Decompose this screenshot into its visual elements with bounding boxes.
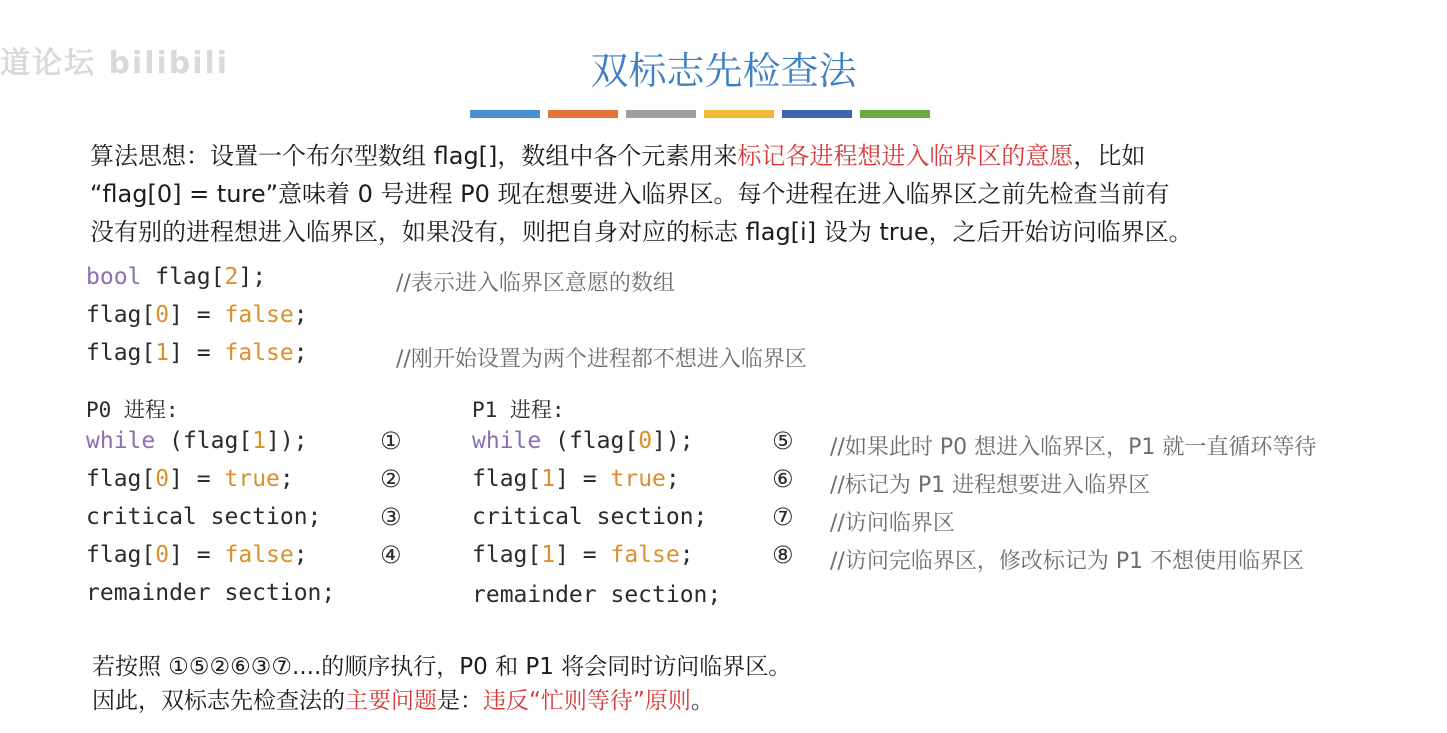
p1-while-comment: //如果此时 P0 想进入临界区，P1 就一直循环等待 — [830, 435, 1317, 460]
code-text: ; — [665, 466, 680, 492]
intro-text: 算法思想：设置一个布尔型数组 flag[]，数组中各个元素用来 — [90, 142, 738, 170]
conclusion-highlight-problem: 主要问题 — [345, 688, 437, 714]
slide-title: 双标志先检查法 — [590, 49, 857, 93]
color-bar-1 — [470, 110, 540, 118]
code-text: ]); — [652, 428, 694, 454]
decl-line-1 — [86, 264, 266, 290]
code-text: ] = — [169, 542, 225, 568]
code-literal: true — [610, 466, 666, 492]
p0-set-flag-line — [86, 466, 294, 492]
step-marker-4: ④ — [380, 541, 402, 569]
conclusion-line-1: 若按照 ①⑤②⑥③⑦....的顺序执行，P0 和 P1 将会同时访问临界区。 — [92, 654, 792, 680]
decl-comment-1: //表示进入临界区意愿的数组 — [396, 271, 675, 296]
intro-line-1 — [90, 137, 1410, 175]
code-number: 0 — [155, 466, 170, 492]
code-text: flag[ — [472, 466, 542, 492]
code-text: ; — [293, 340, 308, 366]
color-bar-3 — [626, 110, 696, 118]
code-text: ] = — [555, 542, 611, 568]
code-literal: false — [610, 542, 680, 568]
p1-critical-section-comment: //访问临界区 — [830, 511, 955, 536]
code-text: flag[ — [86, 466, 156, 492]
conclusion-line-2 — [92, 682, 714, 715]
code-text: flag[ — [472, 542, 542, 568]
step-marker-5: ⑤ — [772, 427, 794, 455]
code-text: ; — [293, 542, 308, 568]
code-number: 1 — [252, 428, 267, 454]
step-marker-3: ③ — [380, 503, 402, 531]
code-text: ; — [279, 466, 294, 492]
code-text: flag[ — [141, 264, 225, 290]
p0-process-label: P0 进程: — [86, 398, 179, 422]
code-number: 2 — [224, 264, 239, 290]
conclusion-text: 。 — [690, 688, 714, 714]
p1-remainder-line: remainder section; — [472, 582, 722, 608]
p0-critical-section-line: critical section; — [86, 504, 322, 530]
code-number: 1 — [155, 340, 170, 366]
code-number: 0 — [638, 428, 653, 454]
code-text: ; — [679, 542, 694, 568]
decl-line-3 — [86, 340, 308, 366]
intro-line-2: “flag[0] = ture”意味着 0 号进程 P0 现在想要进入临界区。每个进程在进入临界区之前先检查当前有 — [90, 180, 1170, 208]
code-keyword: while — [86, 428, 156, 454]
bilibili-watermark: 道论坛 bilibili — [0, 46, 230, 81]
p1-process-label: P1 进程: — [472, 398, 565, 422]
p1-while-line — [472, 428, 694, 454]
code-number: 0 — [155, 302, 170, 328]
intro-line-3: 没有别的进程想进入临界区，如果没有，则把自身对应的标志 flag[i] 设为 true，之后开始访问临界区。 — [90, 218, 1193, 246]
p0-remainder-line: remainder section; — [86, 580, 336, 606]
p0-reset-flag-line — [86, 542, 308, 568]
p1-reset-flag-comment: //访问完临界区，修改标记为 P1 不想使用临界区 — [830, 549, 1305, 574]
code-text: ] = — [169, 302, 225, 328]
code-number: 1 — [541, 542, 556, 568]
step-marker-6: ⑥ — [772, 465, 794, 493]
code-text: (flag[ — [155, 428, 253, 454]
step-marker-7: ⑦ — [772, 503, 794, 531]
code-literal: false — [224, 542, 294, 568]
code-text: ] = — [169, 466, 225, 492]
decl-comment-3: //刚开始设置为两个进程都不想进入临界区 — [396, 347, 807, 372]
intro-highlight: 标记各进程想进入临界区的意愿 — [737, 142, 1074, 170]
p1-set-flag-comment: //标记为 P1 进程想要进入临界区 — [830, 473, 1151, 498]
color-bar-6 — [860, 110, 930, 118]
code-text: flag[ — [86, 340, 156, 366]
code-text: flag[ — [86, 302, 156, 328]
color-bar-5 — [782, 110, 852, 118]
p1-critical-section-line: critical section; — [472, 504, 708, 530]
code-keyword: while — [472, 428, 542, 454]
conclusion-highlight-principle: 违反“忙则等待”原则 — [483, 688, 691, 714]
code-text: flag[ — [86, 542, 156, 568]
color-bar-4 — [704, 110, 774, 118]
p1-set-flag-line — [472, 466, 680, 492]
step-marker-2: ② — [380, 465, 402, 493]
code-literal: false — [224, 302, 294, 328]
code-text: ]; — [238, 264, 267, 290]
color-bar-2 — [548, 110, 618, 118]
code-text: ] = — [169, 340, 225, 366]
step-marker-8: ⑧ — [772, 541, 794, 569]
algorithm-description — [90, 137, 1410, 251]
code-keyword: bool — [86, 264, 142, 290]
code-text: (flag[ — [541, 428, 639, 454]
code-number: 0 — [155, 542, 170, 568]
intro-text-end: ，比如 — [1073, 142, 1146, 170]
decl-line-2 — [86, 302, 308, 328]
p1-reset-flag-line — [472, 542, 694, 568]
code-literal: true — [224, 466, 280, 492]
code-text: ] = — [555, 466, 611, 492]
p0-while-line — [86, 428, 308, 454]
code-literal: false — [224, 340, 294, 366]
step-marker-1: ① — [380, 427, 402, 455]
code-text: ]); — [266, 428, 308, 454]
code-text: ; — [293, 302, 308, 328]
conclusion-text: 因此，双标志先检查法的 — [92, 688, 345, 714]
code-number: 1 — [541, 466, 556, 492]
conclusion-text: 是： — [437, 688, 483, 714]
